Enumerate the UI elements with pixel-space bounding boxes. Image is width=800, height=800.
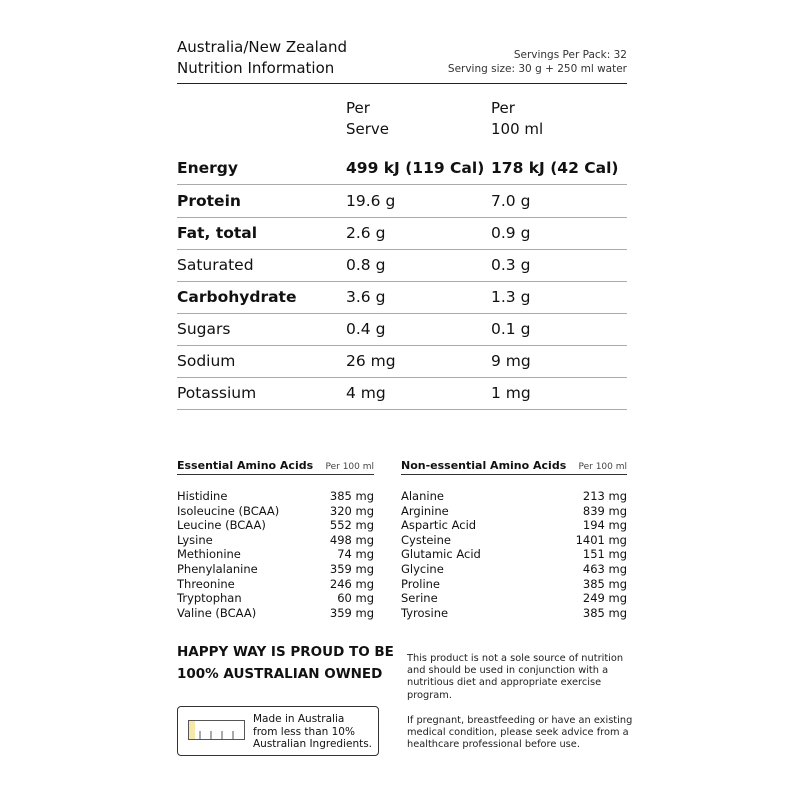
panel-header [177,37,627,84]
nutrient-name: Sugars [177,320,231,338]
nutrient-per-100ml: 0.3 g [491,256,531,274]
nutrient-name: Fat, total [177,224,258,242]
nutrient-per-serve: 499 kJ (119 Cal) [346,159,485,177]
list-item [401,533,627,548]
amino-value: 194 mg [582,518,627,533]
amino-value: 249 mg [582,591,627,606]
disclaimer-line: nutritious diet and appropriate exercise [407,677,602,689]
list-item [401,518,627,533]
nutrient-name: Energy [177,159,238,177]
nutrition-row-energy [177,152,627,185]
non-essential-amino-title: Non-essential Amino Acids [401,459,567,472]
amino-value: 359 mg [329,561,374,576]
nutrition-row-saturated [177,249,627,282]
nutrient-per-serve: 19.6 g [346,192,396,210]
amino-value: 385 mg [582,576,627,591]
essential-amino-list [177,489,374,620]
amino-value: 151 mg [582,547,627,562]
badge-text-line2: from less than 10% [253,725,355,738]
essential-amino-title: Essential Amino Acids [177,459,314,472]
amino-name: Glutamic Acid [401,547,481,562]
nutrient-per-serve: 0.8 g [346,256,386,274]
amino-value: 385 mg [329,489,374,503]
disclaimer-line: program. [407,689,452,701]
nutrient-per-100ml: 7.0 g [491,192,531,210]
list-item [177,489,374,504]
panel-title-line1: Australia/New Zealand [177,38,347,56]
ingredient-bar-ticks [189,721,244,739]
nutrient-name: Sodium [177,352,236,370]
amino-value: 359 mg [329,605,374,620]
amino-name: Histidine [177,489,228,503]
amino-value: 498 mg [329,532,374,547]
amino-name: Alanine [401,489,444,503]
disclaimer-line: healthcare professional before use. [407,739,580,751]
nutrition-row-potassium [177,377,627,410]
badge-text-line1: Made in Australia [253,713,345,725]
nutrient-name: Potassium [177,384,257,402]
disclaimer-line: and should be used in conjunction with a [407,665,609,677]
nutrient-per-100ml: 9 mg [491,352,531,370]
non-essential-amino-acids-table [401,458,627,620]
made-in-australia-badge [177,706,379,756]
list-item [177,562,374,577]
amino-name: Phenylalanine [177,561,258,576]
amino-name: Threonine [177,576,235,591]
amino-value: 213 mg [582,489,627,503]
essential-amino-header [177,458,374,475]
nutrient-per-serve: 0.4 g [346,320,386,338]
amino-name: Lysine [177,532,213,547]
list-item [177,518,374,533]
column-header-per-100ml-line1: Per [491,99,515,117]
amino-name: Leucine (BCAA) [177,518,266,533]
nutrient-per-serve: 3.6 g [346,288,386,306]
amino-name: Methionine [177,547,241,562]
list-item [401,504,627,519]
amino-name: Serine [401,591,438,606]
nutrient-name: Saturated [177,256,254,274]
disclaimer-line: If pregnant, breastfeeding or have an existing [407,715,633,726]
essential-amino-unit: Per 100 ml [325,462,374,472]
nutrient-name: Carbohydrate [177,288,297,306]
nutrition-row-protein [177,185,627,218]
amino-name: Tryptophan [177,591,242,606]
column-header-per-100ml [491,98,543,140]
amino-value: 60 mg [337,591,374,606]
amino-value: 839 mg [582,503,627,518]
amino-name: Glycine [401,561,444,576]
nutrient-per-100ml: 0.1 g [491,320,531,338]
list-item [401,577,627,592]
serving-size: Serving size: 30 g + 250 ml water [447,63,627,75]
amino-value: 385 mg [582,605,627,620]
disclaimer-paragraph-2 [407,715,633,752]
amino-value: 320 mg [329,503,374,518]
nutrient-per-serve: 2.6 g [346,224,386,242]
list-item [401,562,627,577]
essential-amino-acids-table [177,458,374,620]
amino-name: Cysteine [401,532,451,547]
column-header-per-100ml-line2: 100 ml [491,120,544,138]
disclaimer-line: This product is not a sole source of nutrition [407,653,624,664]
amino-name: Isoleucine (BCAA) [177,503,280,518]
list-item [401,489,627,504]
australian-owned-line1: HAPPY WAY IS PROUD TO BE [177,644,394,660]
nutrient-per-100ml: 1.3 g [491,288,531,306]
amino-name: Tyrosine [401,605,449,620]
nutrition-row-sugars [177,313,627,346]
ingredient-bar-icon [188,720,245,740]
nutrient-per-100ml: 1 mg [491,384,531,402]
column-header-per-serve [346,98,389,140]
list-item [401,591,627,606]
list-item [401,606,627,621]
amino-name: Proline [401,576,440,591]
nutrient-name: Protein [177,192,241,210]
nutrition-row-fat-total [177,217,627,250]
nutrient-per-serve: 4 mg [346,384,386,402]
nutrient-per-serve: 26 mg [346,352,396,370]
list-item [177,533,374,548]
australian-owned-line2: 100% AUSTRALIAN OWNED [177,666,383,682]
amino-name: Valine (BCAA) [177,605,257,620]
non-essential-amino-unit: Per 100 ml [578,462,627,472]
badge-text-line3: Australian Ingredients. [253,738,373,750]
amino-name: Aspartic Acid [401,518,477,533]
disclaimer-paragraph-1 [407,653,629,702]
badge-text [253,713,378,751]
non-essential-amino-list [401,489,627,620]
nutrient-per-100ml: 178 kJ (42 Cal) [491,159,619,177]
amino-value: 463 mg [582,561,627,576]
amino-name: Arginine [401,503,449,518]
disclaimer-line: medical condition, please seek advice from a [407,727,629,739]
amino-value: 552 mg [329,518,374,533]
nutrient-per-100ml: 0.9 g [491,224,531,242]
amino-value: 74 mg [337,547,374,562]
amino-value: 246 mg [329,576,374,591]
non-essential-amino-header [401,458,627,475]
list-item [177,606,374,621]
list-item [401,547,627,562]
column-header-per-serve-line1: Per [346,99,370,117]
nutrition-row-carbohydrate [177,281,627,314]
nutrition-row-sodium [177,345,627,378]
australian-owned-statement [177,641,397,685]
list-item [177,547,374,562]
column-header-per-serve-line2: Serve [346,120,390,138]
panel-title-line2: Nutrition Information [177,59,335,77]
list-item [177,504,374,519]
list-item [177,577,374,592]
servings-per-pack: Servings Per Pack: 32 [513,49,627,61]
list-item [177,591,374,606]
amino-value: 1401 mg [575,532,627,547]
